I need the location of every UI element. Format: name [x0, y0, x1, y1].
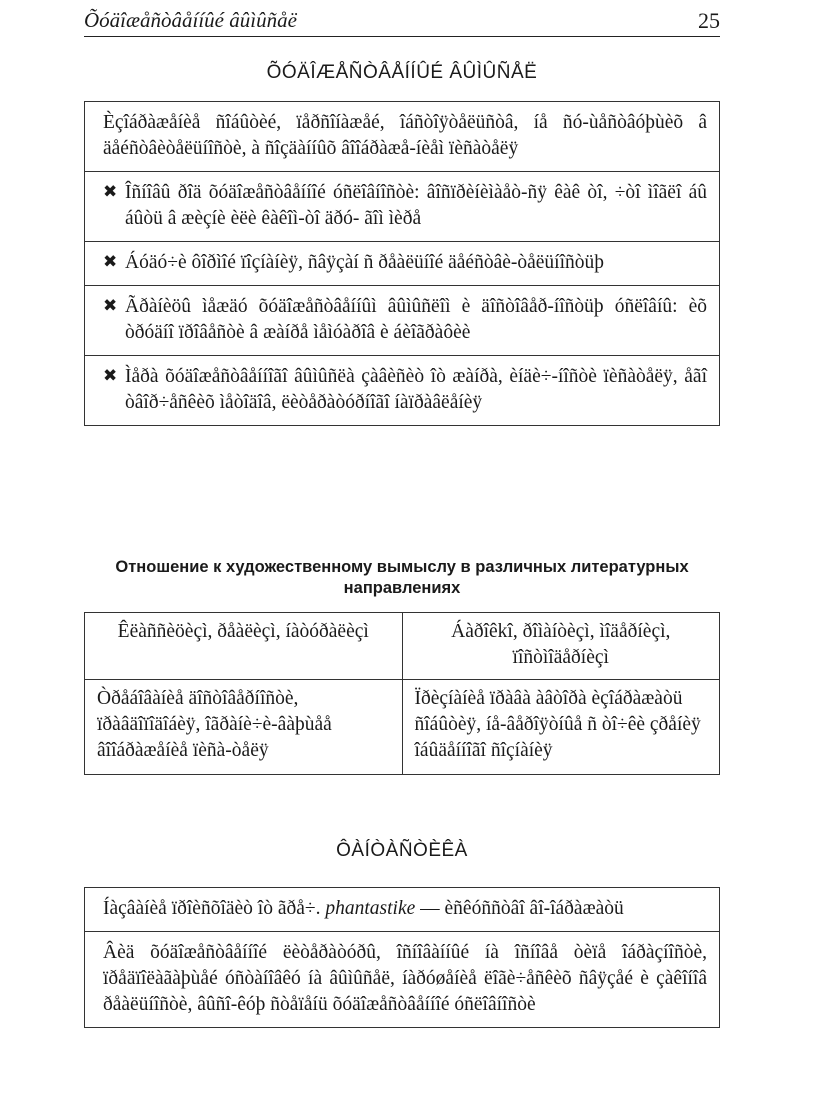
comparison-table	[84, 612, 720, 775]
fantasy-box	[84, 887, 720, 1028]
list-item	[85, 242, 719, 286]
fantasy-etymology	[85, 888, 719, 932]
list-item-text: Ãðàíèöû ìåæäó õóäîæåñòâåííûì âûìûñëîì è äîñòîâåð-íîñòüþ óñëîâíû: èõ òðóäíî ïðîâåñòè â æàíðå ìåìóàðîâ è áèîãðàôèè	[125, 296, 707, 343]
table-cell: Ïðèçíàíèå ïðàâà àâòîðà èçîáðàæàòü ñîáûòèÿ, íå-âåðîÿòíûå ñ òî÷êè çðåíèÿ îáûäåííîãî ñîçíàíèÿ	[402, 680, 720, 775]
fiction-box	[84, 101, 720, 426]
bullet-x-icon: ✖	[103, 366, 118, 386]
bullet-x-icon: ✖	[103, 252, 118, 272]
greek-term: phantastike	[325, 898, 416, 919]
table-row	[85, 680, 720, 775]
comparison-heading: Отношение к художественному вымыслу в различных литературных направлениях	[115, 558, 689, 597]
page-number: 25	[698, 8, 720, 33]
column-header-realism: Êëàññèöèçì, ðåàëèçì, íàòóðàëèçì	[85, 613, 403, 680]
bullet-x-icon: ✖	[103, 296, 118, 316]
section-title-fiction: ÕÓÄÎÆÅÑÒÂÅÍÍÛÉ ÂÛÌÛÑÅË	[266, 62, 538, 83]
table-cell: Òðåáîâàíèå äîñòîâåðíîñòè, ïðàâäîïîäîáèÿ, îãðàíè÷è-âàþùåå âîîáðàæåíèå ïèñà-òåëÿ	[85, 680, 403, 775]
table-header-row	[85, 613, 720, 680]
list-item	[85, 356, 719, 425]
list-item-text: Áóäó÷è ôîðìîé ïîçíàíèÿ, ñâÿçàí ñ ðåàëüíîé äåéñòâè-òåëüíîñòüþ	[125, 252, 605, 273]
page-header	[84, 6, 720, 37]
column-header-romanticism: Áàðîêkî, ðîìàíòèçì, ìîäåðíèçì, ïîñòìîäåðíèçì	[402, 613, 720, 680]
etymology-text: Íàçâàíèå ïðîèñõîäèò îò ãðå÷.	[103, 898, 326, 919]
section-title-fantasy: ÔÀÍÒÀÑÒÈÊÀ	[336, 840, 468, 861]
bullet-x-icon: ✖	[103, 182, 118, 202]
list-item	[85, 286, 719, 356]
list-item-text: Ìåðà õóäîæåñòâåííîãî âûìûñëà çàâèñèò îò æàíðà, èíäè÷-íîñòè ïèñàòåëÿ, åãî òâîð÷åñêèõ ìåòîäîâ, ëèòåðàòóðíîãî íàïðàâëåíèÿ	[125, 366, 707, 413]
running-title: Õóäîæåñòâåííûé âûìûñåë	[84, 8, 297, 32]
list-item-text: Îñíîâû ðîä õóäîæåñòâåííîé óñëîâíîñòè: âîñïðèíèìàåò-ñÿ êàê òî, ÷òî ìîãëî áû áûòü â æèçíè èëè êàêîì-òî äðó- ãîì ìèðå	[125, 182, 707, 229]
list-item	[85, 172, 719, 242]
fiction-definition: Èçîáðàæåíèå ñîáûòèé, ïåðñîíàæåé, îáñòîÿòåëüñòâ, íå ñó-ùåñòâóþùèõ â äåéñòâèòåëüíîñòè, à ñîçäàííûõ âîîáðàæå-íèåì ïèñàòåëÿ	[85, 102, 719, 172]
etymology-meaning: — èñêóññòâî âî-îáðàæàòü	[415, 898, 624, 919]
fantasy-description: Âèä õóäîæåñòâåííîé ëèòåðàòóðû, îñíîâàííûé íà îñíîâå òèïå îáðàçíîñòè, ïðåäïîëàãàþùåé óñòàíîâêó íà âûìûñåë, íàðóøåíèå ëîãè÷åñêèõ ñâÿçåé è çàêîíîâ ðåàëüíîñòè, âûñî-êóþ ñòåïåíü õóäîæåñòâåííîé óñëîâíîñòè	[103, 942, 707, 1015]
